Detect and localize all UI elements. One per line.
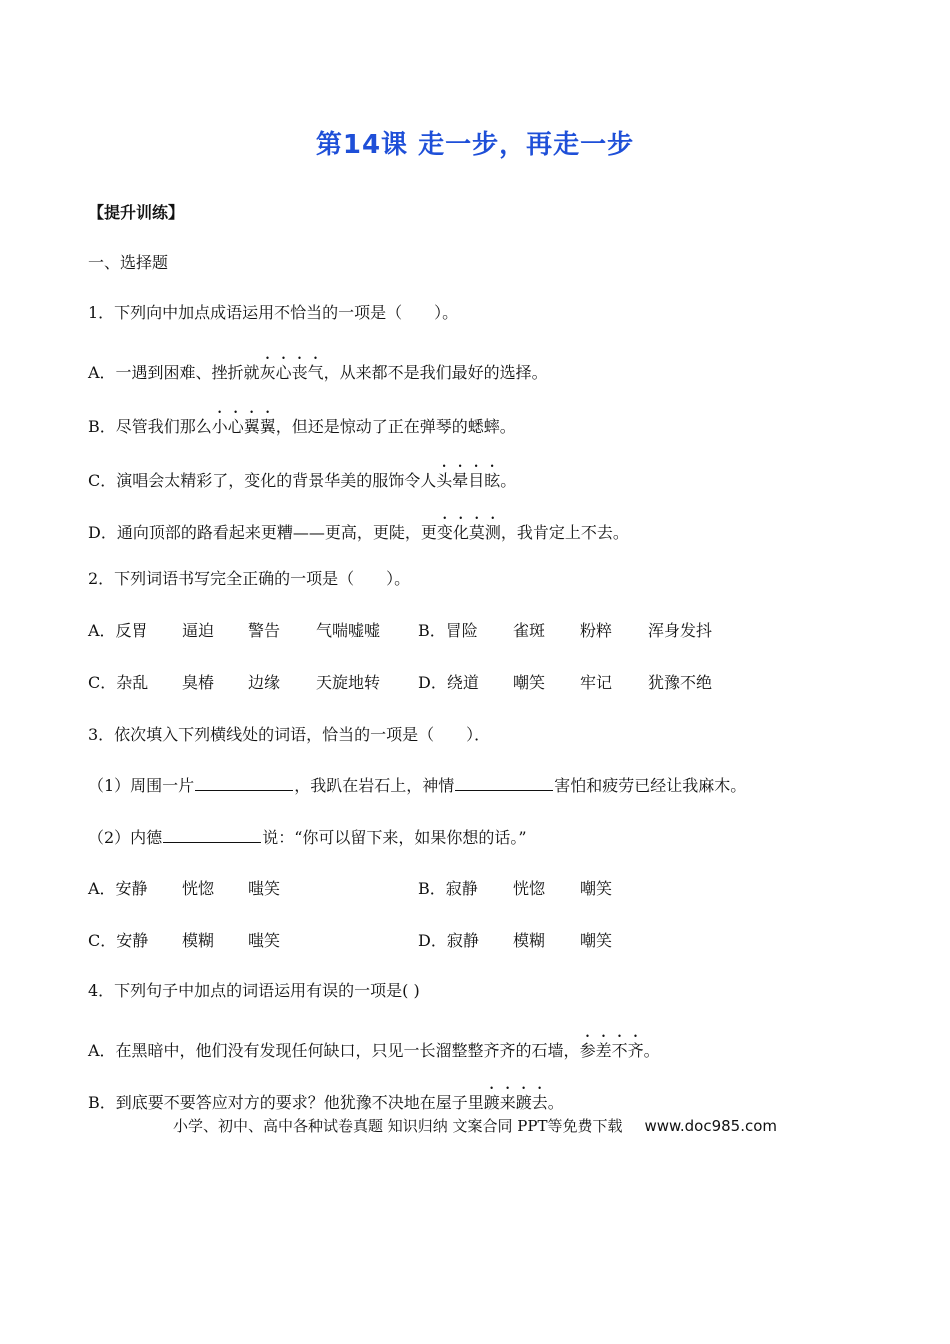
q3-sentence-1: （1）周围一片 ，我趴在岩石上，神情 害怕和疲劳已经让我麻木。 bbox=[88, 776, 747, 795]
footer-text: 小学、初中、高中各种试卷真题 知识归纳 文案合同 PPT等免费下载 bbox=[172, 1117, 623, 1135]
page-footer bbox=[0, 1115, 950, 1136]
footer-url[interactable]: www.doc985.com bbox=[644, 1117, 778, 1135]
page-title: 第14课 走一步，再走一步 bbox=[315, 130, 635, 160]
q4-option-b: B．到底要不要答应对方的要求？他犹豫不决地在屋子里踱来踱去。 bbox=[88, 1093, 564, 1112]
section-heading: 【提升训练】 bbox=[88, 203, 185, 222]
fill-blank bbox=[163, 826, 261, 843]
part-one-heading: 一、选择题 bbox=[88, 253, 169, 272]
q1-option-c: C．演唱会太精彩了，变化的背景华美的服饰令人头晕目眩。 bbox=[88, 471, 517, 490]
emphasis-phrase: 小心翼翼 bbox=[211, 417, 276, 436]
emphasis-phrase: 参差不齐 bbox=[579, 1041, 644, 1060]
emphasis-phrase: 变化莫测 bbox=[436, 523, 501, 542]
emphasis-phrase: 灰心丧气 bbox=[259, 363, 324, 382]
fill-blank bbox=[195, 774, 293, 791]
q1-option-d: D．通向顶部的路看起来更糟——更高，更陡，更变化莫测，我肯定上不去。 bbox=[88, 523, 629, 542]
emphasis-phrase: 踱来踱去 bbox=[483, 1093, 548, 1112]
q1-option-a: A．一遇到困难、挫折就灰心丧气，从来都不是我们最好的选择。 bbox=[88, 363, 548, 382]
q4-stem: 4．下列句子中加点的词语运用有误的一项是( ) bbox=[88, 981, 420, 1000]
q2-stem: 2．下列词语书写完全正确的一项是（ ）。 bbox=[88, 569, 411, 588]
q1-option-b: B．尽管我们那么小心翼翼，但还是惊动了正在弹琴的蟋蟀。 bbox=[88, 417, 516, 436]
q1-stem: 1．下列向中加点成语运用不恰当的一项是（ ）。 bbox=[88, 303, 459, 322]
fill-blank bbox=[455, 774, 553, 791]
emphasis-phrase: 头晕目眩 bbox=[436, 471, 501, 490]
q3-sentence-2: （2）内德 说：“你可以留下来，如果你想的话。” bbox=[88, 828, 527, 847]
q3-stem: 3．依次填入下列横线处的词语，恰当的一项是（ ）． bbox=[88, 725, 491, 744]
q4-option-a: A．在黑暗中，他们没有发现任何缺口，只见一长溜整整齐齐的石墙，参差不齐。 bbox=[88, 1041, 660, 1060]
